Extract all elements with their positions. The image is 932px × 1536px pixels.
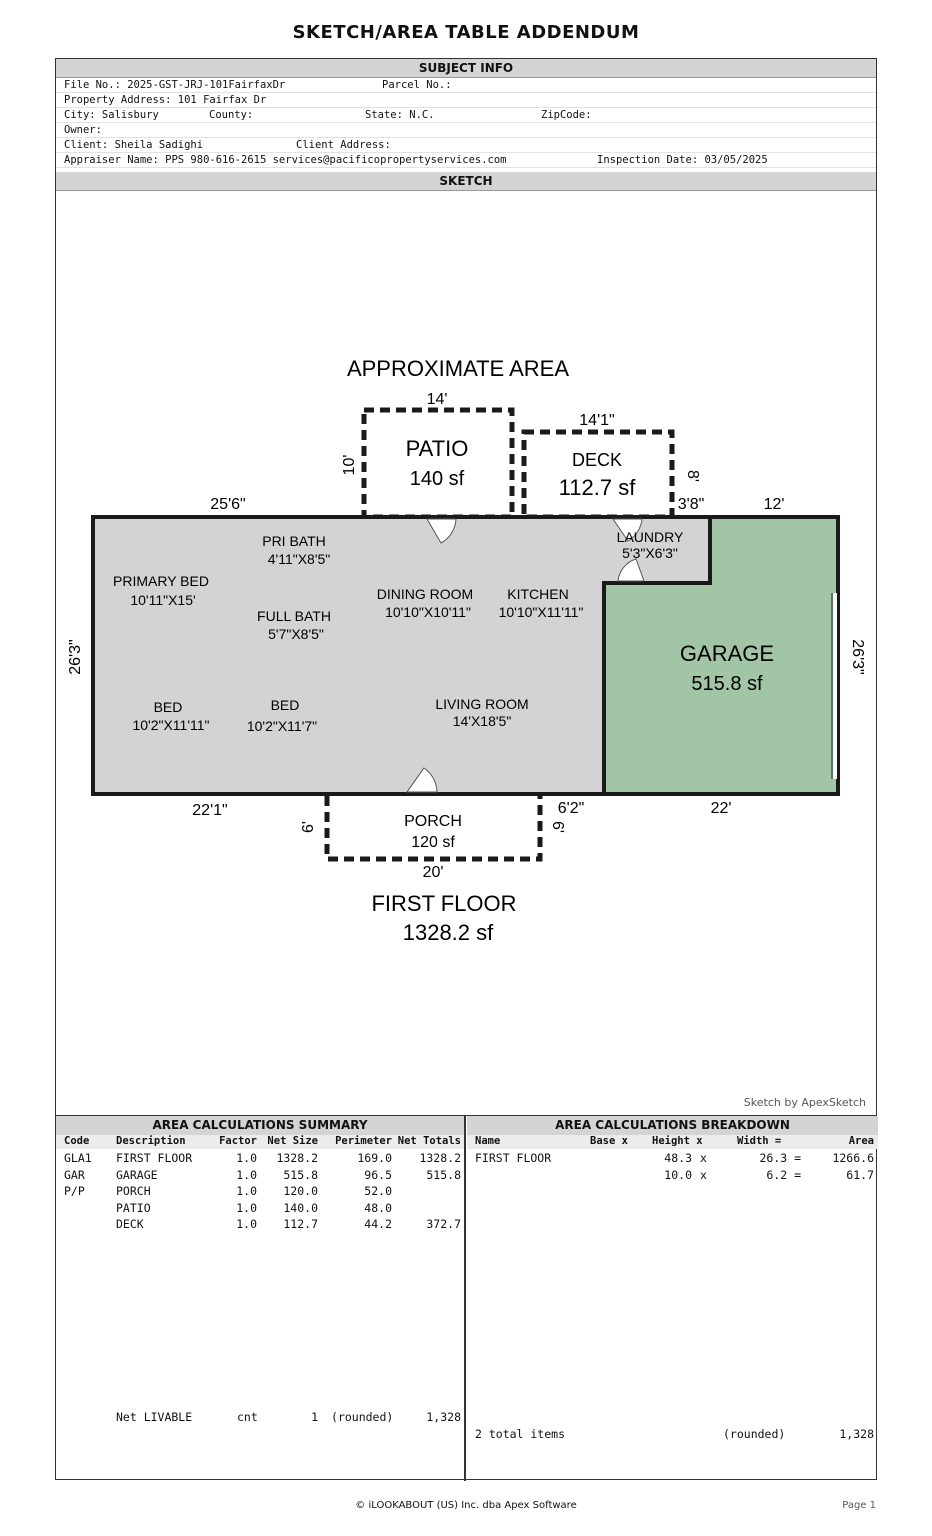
breakdown-cell: 10.0: [664, 1167, 692, 1182]
room-dining-name: DINING ROOM: [376, 586, 474, 602]
total-area: 1,328: [839, 1427, 874, 1441]
room-living-size: 14'X18'5": [452, 713, 512, 729]
garage-area: 515.8 sf: [691, 673, 763, 695]
room-bed-2-size: 10'2"X11'7": [246, 718, 318, 734]
garage-title: GARAGE: [679, 641, 775, 666]
info-row-file: [56, 78, 876, 93]
parcel-no: Parcel No.:: [382, 79, 452, 91]
summary-cell: P/P: [64, 1184, 85, 1198]
breakdown-header: AREA CALCULATIONS BREAKDOWN: [467, 1116, 878, 1135]
info-row-client: [56, 138, 876, 153]
porch-title: PORCH: [404, 813, 462, 830]
patio-title: PATIO: [405, 436, 469, 461]
room-primary-bed-size: 10'11"X15': [130, 592, 196, 608]
subject-info-header: SUBJECT INFO: [56, 59, 876, 78]
floor-plan-sketch: [56, 191, 878, 1115]
room-kitchen-name: KITCHEN: [507, 586, 569, 602]
area-tables: [56, 1115, 876, 1481]
col-net-totals: Net Totals: [397, 1135, 461, 1147]
summary-cell: 515.8: [426, 1167, 461, 1182]
dim-top-12: 12': [763, 496, 785, 513]
dim-bottom-22: 22': [710, 800, 732, 817]
breakdown-cell: x: [700, 1167, 707, 1182]
summary-cell: 96.5: [364, 1167, 392, 1182]
info-row-city: [56, 108, 876, 123]
inspection-date: Inspection Date: 03/05/2025: [597, 154, 768, 166]
total-rounded: (rounded): [723, 1427, 786, 1441]
col-width: Width =: [737, 1135, 782, 1147]
page-number: Page 1: [842, 1500, 876, 1511]
col-name: Name: [475, 1135, 501, 1147]
deck-title: DECK: [571, 450, 623, 470]
patio-width: 14': [426, 391, 448, 408]
porch-width: 20': [422, 864, 444, 881]
col-net-size: Net Size: [267, 1135, 318, 1147]
zipcode: ZipCode:: [541, 109, 592, 121]
summary-cell: 1.0: [236, 1217, 257, 1231]
col-height: Height x: [652, 1135, 703, 1147]
room-kitchen-size: 10'10"X11'11": [498, 604, 584, 620]
col-perimeter: Perimeter: [335, 1135, 392, 1147]
room-pri-bath-name: PRI BATH: [262, 533, 326, 549]
summary-cell: 372.7: [426, 1217, 461, 1231]
livable-cnt: cnt: [237, 1410, 258, 1424]
summary-cell: GAR: [64, 1167, 85, 1182]
floor-area: 1328.2 sf: [402, 920, 494, 945]
breakdown-cell: 48.3: [664, 1151, 692, 1165]
summary-cell: 48.0: [364, 1200, 392, 1215]
state: State: N.C.: [365, 109, 435, 121]
info-row-owner: [56, 123, 876, 138]
breakdown-column-headers: [467, 1135, 878, 1149]
summary-cell: PORCH: [116, 1184, 151, 1198]
area-breakdown-table: [467, 1116, 878, 1481]
patio-outline: [364, 410, 512, 517]
file-no: File No.: 2025-GST-JRJ-101FairfaxDr: [64, 79, 286, 91]
dim-left: 26'3": [67, 639, 84, 675]
room-laundry-name: LAUNDRY: [616, 529, 684, 545]
sketch-header: SKETCH: [56, 172, 876, 191]
summary-cell: 44.2: [364, 1217, 392, 1231]
room-laundry-size: 5'3"X6'3": [622, 545, 678, 561]
client: Client: Sheila Sadighi: [64, 139, 204, 151]
summary-cell: FIRST FLOOR: [116, 1151, 193, 1165]
porch-height-left: 6': [300, 821, 317, 833]
breakdown-cell: FIRST FLOOR: [475, 1151, 552, 1165]
col-factor: Factor: [219, 1135, 257, 1147]
summary-cell: 1.0: [236, 1151, 257, 1165]
livable-total: 1,328: [426, 1410, 461, 1424]
summary-cell: 120.0: [283, 1184, 318, 1198]
dim-bottom-left: 22'1": [192, 802, 228, 819]
patio-height: 10': [341, 454, 358, 476]
deck-area: 112.7 sf: [558, 475, 636, 500]
room-full-bath-name: FULL BATH: [257, 608, 331, 624]
footer-copyright: © iLOOKABOUT (US) Inc. dba Apex Software: [355, 1500, 577, 1511]
room-dining-size: 10'10"X10'11": [385, 604, 471, 620]
summary-cell: GLA1: [64, 1151, 92, 1165]
room-bed-2-name: BED: [270, 697, 300, 713]
room-pri-bath-size: 4'11"X8'5": [267, 551, 331, 567]
col-description: Description: [116, 1135, 186, 1147]
dim-right: 26'3": [849, 639, 866, 675]
page-title: SKETCH/AREA TABLE ADDENDUM: [292, 22, 640, 43]
appraiser: Appraiser Name: PPS 980-616-2615 services@pacificopropertyservices.com: [64, 154, 507, 166]
breakdown-cell: x: [700, 1151, 707, 1165]
info-row-appraiser: [56, 153, 876, 168]
summary-cell: 1.0: [236, 1200, 257, 1215]
total-items: 2 total items: [475, 1427, 566, 1441]
summary-cell: 1328.2: [419, 1151, 461, 1165]
dim-bottom-6-2: 6'2": [557, 800, 585, 817]
patio-area: 140 sf: [409, 468, 465, 490]
addendum-frame: [55, 58, 877, 1480]
summary-cell: GARAGE: [116, 1167, 158, 1182]
summary-header: AREA CALCULATIONS SUMMARY: [56, 1116, 464, 1135]
summary-cell: 515.8: [283, 1167, 318, 1182]
summary-cell: 140.0: [283, 1200, 318, 1215]
breakdown-cell: 61.7: [846, 1167, 874, 1182]
summary-cell: 1.0: [236, 1167, 257, 1182]
col-code: Code: [64, 1135, 90, 1147]
info-row-address: [56, 93, 876, 108]
county: County:: [209, 109, 254, 121]
client-address: Client Address:: [296, 139, 391, 151]
room-bed-1-name: BED: [153, 699, 183, 715]
porch-area: 120 sf: [411, 834, 455, 851]
city: City: Salisbury: [64, 109, 159, 121]
sketch-area: [56, 191, 876, 1115]
col-base: Base x: [590, 1135, 628, 1147]
summary-column-headers: [56, 1135, 464, 1149]
summary-cell: 1328.2: [276, 1151, 318, 1165]
dim-top-left: 25'6": [210, 496, 246, 513]
summary-cell: DECK: [116, 1217, 144, 1231]
breakdown-cell: 26.3 =: [759, 1151, 801, 1165]
sketch-credit: Sketch by ApexSketch: [743, 1096, 866, 1109]
summary-cell: 52.0: [364, 1184, 392, 1198]
room-bed-1-size: 10'2"X11'11": [132, 717, 210, 733]
room-living-name: LIVING ROOM: [435, 696, 529, 712]
approx-area-label: APPROXIMATE AREA: [346, 356, 570, 381]
summary-cell: 169.0: [357, 1151, 392, 1165]
deck-height: 8': [684, 470, 701, 482]
livable-label: Net LIVABLE: [116, 1410, 193, 1424]
room-full-bath-size: 5'7"X8'5": [268, 626, 324, 642]
owner: Owner:: [64, 124, 102, 136]
deck-width: 14'1": [579, 412, 615, 429]
area-summary-table: [56, 1116, 466, 1481]
porch-height-right: 6': [549, 821, 566, 833]
summary-cell: 1.0: [236, 1184, 257, 1198]
floor-title: FIRST FLOOR: [371, 891, 517, 916]
room-primary-bed-name: PRIMARY BED: [113, 573, 209, 589]
livable-count: 1: [311, 1410, 318, 1424]
col-area: Area: [848, 1135, 874, 1147]
breakdown-cell: 1266.6: [832, 1151, 874, 1165]
summary-cell: PATIO: [116, 1200, 151, 1215]
dim-top-3-8: 3'8": [677, 496, 705, 513]
property-address: Property Address: 101 Fairfax Dr: [64, 94, 267, 106]
livable-rounded: (rounded): [331, 1410, 394, 1424]
breakdown-cell: 6.2 =: [766, 1167, 801, 1182]
summary-cell: 112.7: [283, 1217, 318, 1231]
